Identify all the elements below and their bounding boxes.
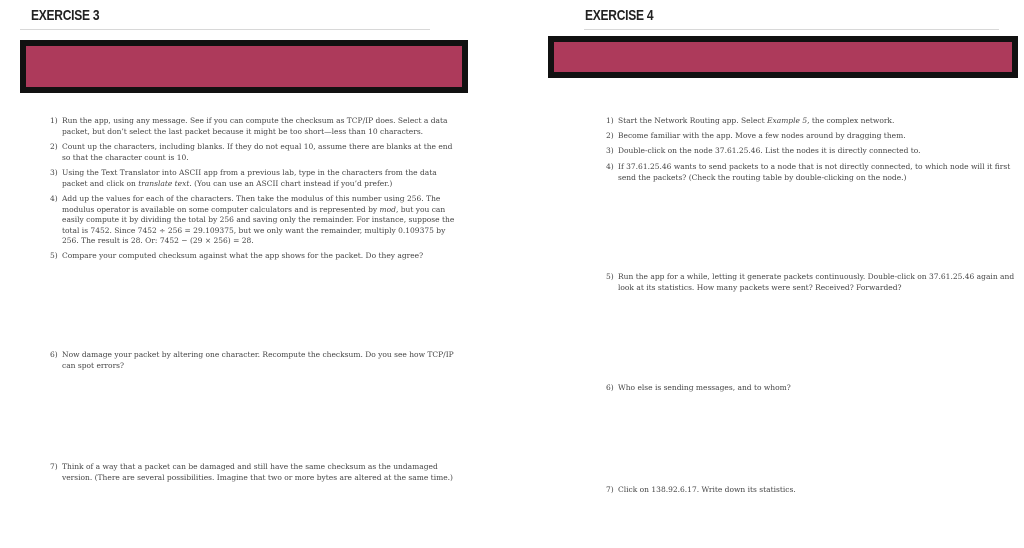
exercise-4-item-2: 2) Become familiar with the app. Move a few nodes around by dragging them. [606,131,906,140]
exercise-3-item-3: 3) Using the Text Translator into ASCII app from a previous lab, type in the characters from the data packet and click on translate text. (You can use an ASCII chart instead if you’d prefer.) [50,168,437,188]
exercise-3-item-6: 6) Now damage your packet by altering one character. Recompute the checksum. Do you see how TCP/IP can spot errors? [50,350,454,370]
exercise-3-item-4: 4) Add up the values for each of the characters. Then take the modulus of this number using 256. The modulus operator is available on some computer calculators and is represented by mod, but you can easily compute it by dividing the total by 256 and saving only the remainder. For instance, suppose the total is 7452. Since 7452 ÷ 256 = 29.109375, but we only want the remainder, multiply 0.109375 by 256. The result is 28. Or: 7452 − (29 × 256) = 28. [50,194,455,245]
exercise-4-item-6: 6) Who else is sending messages, and to whom? [606,383,791,392]
exercise-3-page [20,0,468,548]
exercise-3-item-1: 1) Run the app, using any message. See if you can compute the checksum as TCP/IP does. Select a data packet, but don’t select the last packet because it might be too short—less than 10 characters. [50,116,448,136]
exercise-3-banner [20,40,468,93]
title-divider [20,29,430,30]
exercise-4-item-1: 1) Start the Network Routing app. Select Example 5, the complex network. [606,116,895,125]
exercise-4-item-7: 7) Click on 138.92.6.17. Write down its statistics. [606,485,796,494]
exercise-4-item-4: 4) If 37.61.25.46 wants to send packets to a node that is not directly connected, to which node will it first send the packets? (Check the routing table by double-clicking on the node.) [606,162,1011,182]
exercise-4-page [548,0,1018,548]
exercise-3-title: EXERCISE 3 [31,7,100,24]
exercise-4-title: EXERCISE 4 [585,7,654,24]
exercise-3-item-7: 7) Think of a way that a packet can be damaged and still have the same checksum as the undamaged version. (There are several possibilities. Imagine that two or more bytes are altered at the same time.) [50,462,453,482]
exercise-4-banner [548,36,1018,78]
exercise-3-item-5: 5) Compare your computed checksum against what the app shows for the packet. Do they agree? [50,251,424,260]
title-divider [584,29,999,30]
exercise-4-item-5: 5) Run the app for a while, letting it generate packets continuously. Double-click on 37.61.25.46 again and look at its statistics. How many packets were sent? Received? Forwarded? [606,272,1015,292]
exercise-3-item-2: 2) Count up the characters, including blanks. If they do not equal 10, assume there are blanks at the end so that the character count is 10. [50,142,453,162]
exercise-4-item-3: 3) Double-click on the node 37.61.25.46. List the nodes it is directly connected to. [606,146,921,155]
